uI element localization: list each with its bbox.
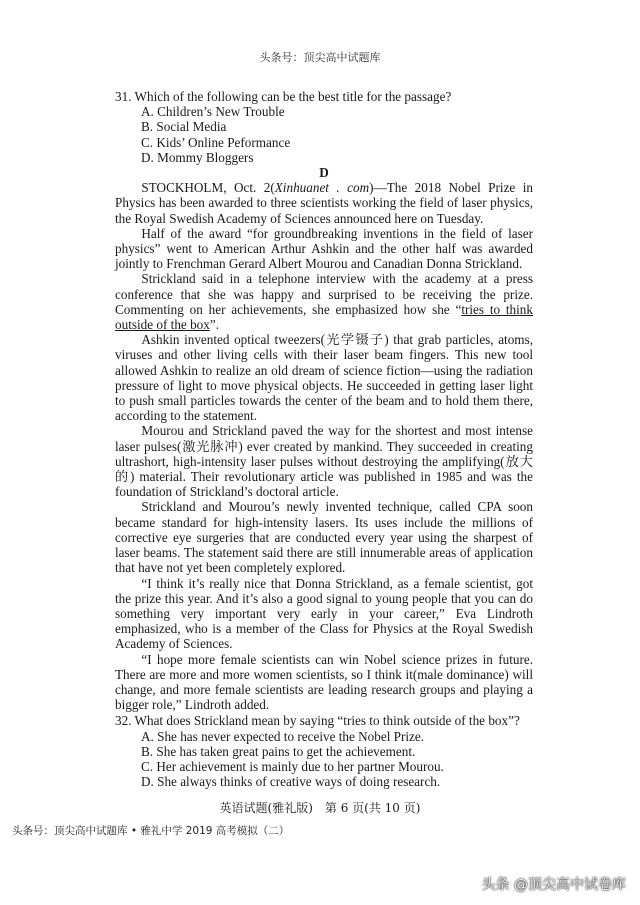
question-32-option-b: B. She has taken great pains to get the achievement.	[141, 743, 416, 759]
passage-paragraph-1	[115, 180, 533, 226]
passage-paragraph-7: “I think it’s really nice that Donna Strickland, as a female scientist, got the prize this year. And it’s also a good signal to young people that you can do something very important very early in your career,” Eva Lindroth emphasized, who is a member of the Class for Physics at the Royal Swedish Academy of Sciences.	[115, 575, 533, 652]
question-32-stem: 32. What does Strickland mean by saying “tries to think outside of the box”?	[115, 713, 520, 729]
question-32-option-c: C. Her achievement is mainly due to her partner Mourou.	[141, 758, 444, 774]
passage-paragraph-3	[115, 271, 533, 332]
question-31-option-b: B. Social Media	[141, 119, 227, 135]
question-31	[115, 89, 533, 165]
passage-paragraph-6: Strickland and Mourou’s newly invented technique, called CPA soon became standard for high-intensity lasers. Its uses include the millions of corrective eye surgeries that are conducted every year using the sharpest of laser beams. The statement said there are still innumerable areas of application that have not yet been completely explored.	[115, 499, 533, 576]
page-footer: 英语试题(雅礼版) 第 6 页(共 10 页)	[219, 801, 421, 815]
underlined-quote: tries to think outside of the box	[115, 301, 533, 333]
p3-prefix: Strickland said in a telephone interview with the academy at a press conference that she was happy and surprised to be receiving the prize. Commenting on her achievements, she emphasized how she “	[115, 271, 533, 317]
page-header-source: 头条号：顶尖高中试题库	[259, 51, 381, 64]
p3-suffix: ”.	[209, 317, 220, 333]
question-32-option-a: A. She has never expected to receive the Nobel Prize.	[141, 728, 425, 744]
p1-prefix: STOCKHOLM, Oct. 2(	[141, 180, 275, 196]
passage-paragraph-5: Mourou and Strickland paved the way for the shortest and most intense laser pulses(激光脉冲) ever created by mankind. They succeeded in creating ultrashort, high-intensity laser pulses without destroying the amplifying(放大的) material. Their revolutionary article was published in 1985 and was the foundation of Strickland’s doctoral article.	[115, 423, 533, 500]
exam-content	[115, 88, 533, 789]
p1-rest: )—The 2018 Nobel Prize in Physics has been awarded to three scientists working the field of laser physics, the Royal Swedish Academy of Sciences announced here on Tuesday.	[115, 180, 533, 226]
question-32	[115, 713, 533, 789]
question-31-stem: 31. Which of the following can be the best title for the passage?	[115, 89, 452, 104]
question-31-option-a: A. Children’s New Trouble	[141, 104, 285, 120]
p1-source: Xinhuanet . com	[274, 180, 370, 196]
passage-paragraph-8: “I hope more female scientists can win Nobel science prizes in future. There are more and more women scientists, so I think it(male dominance) will change, and more female scientists are leading research groups and playing a bigger role,” Lindroth added.	[115, 651, 533, 713]
footer-source: 头条号：顶尖高中试题库 • 雅礼中学 2019 高考模拟（二）	[12, 825, 290, 837]
question-31-option-c: C. Kids’ Online Peformance	[141, 134, 291, 150]
passage-paragraph-2: Half of the award “for groundbreaking inventions in the field of laser physics” went to American Arthur Ashkin and the other half was awarded jointly to Frenchman Gerard Albert Mourou and Canadian Donna Strickland.	[115, 225, 533, 272]
question-32-options	[115, 729, 533, 790]
watermark: 头条 @顶尖高中试卷库	[481, 877, 626, 893]
passage-paragraph-4: Ashkin invented optical tweezers(光学镊子) that grab particles, atoms, viruses and other living cells with their laser beam fingers. This new tool allowed Ashkin to realize an old dream of science fiction—using the radiation pressure of light to move physical objects. He succeeded in getting laser light to push small particles towards the center of the beam and to hold them there, according to the statement.	[115, 332, 533, 424]
question-31-options	[115, 104, 533, 165]
question-31-option-d: D. Mommy Bloggers	[141, 149, 254, 165]
passage-letter: D	[319, 165, 329, 181]
question-32-option-d: D. She always thinks of creative ways of doing research.	[141, 774, 441, 790]
